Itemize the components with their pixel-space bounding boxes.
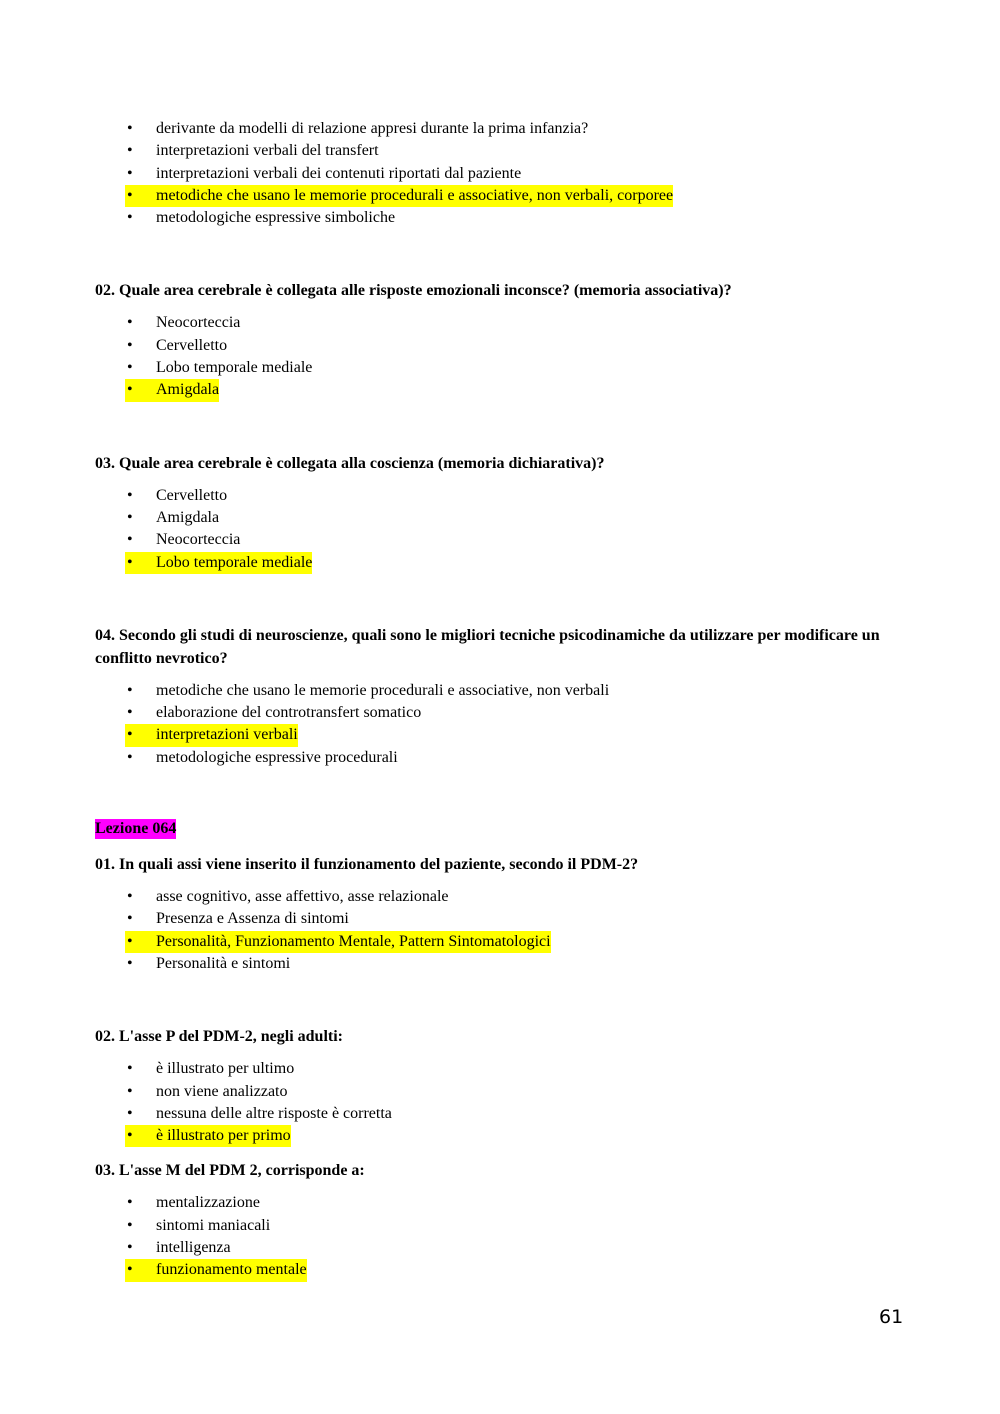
bullet-icon: • (127, 888, 133, 906)
answer-list (95, 1192, 905, 1281)
answer-option: • metodiche che usano le memorie procedurali e associative, non verbali (95, 680, 905, 702)
bullet-icon: • (127, 1082, 133, 1100)
bullet-icon: • (127, 531, 133, 549)
lesson-heading: Lezione 064 (95, 820, 177, 838)
bullet-icon: • (127, 748, 133, 766)
question-text: 03. L'asse M del PDM 2, corrisponde a: (95, 1162, 365, 1180)
answer-option: • Cervelletto (95, 485, 905, 507)
answer-option: • non viene analizzato (95, 1081, 905, 1103)
bullet-icon: • (127, 726, 133, 744)
answer-option-correct: • funzionamento mentale (95, 1259, 905, 1281)
bullet-icon: • (127, 164, 133, 182)
answer-option-correct: • Amigdala (95, 379, 905, 401)
bullet-icon: • (127, 704, 133, 722)
answer-list (95, 886, 905, 975)
answer-option: • Presenza e Assenza di sintomi (95, 908, 905, 930)
bullet-icon: • (127, 381, 133, 399)
answer-option: • Neocorteccia (95, 312, 905, 334)
bullet-icon: • (127, 932, 133, 950)
bullet-icon: • (127, 1194, 133, 1212)
bullet-icon: • (127, 120, 133, 137)
answer-option-correct: • interpretazioni verbali (95, 724, 905, 746)
bullet-icon: • (127, 186, 133, 204)
question-text: 01. In quali assi viene inserito il funzionamento del paziente, secondo il PDM-2? (95, 856, 639, 874)
bullet-icon: • (127, 681, 133, 699)
answer-option: • Cervelletto (95, 335, 905, 357)
answer-list (95, 118, 905, 229)
bullet-icon: • (127, 142, 133, 160)
answer-option: • derivante da modelli di relazione appresi durante la prima infanzia? (95, 118, 905, 140)
question-text: 03. Quale area cerebrale è collegata alla coscienza (memoria dichiarativa)? (95, 454, 605, 472)
answer-option: • interpretazioni verbali del transfert (95, 140, 905, 162)
question-text: 02. L'asse P del PDM-2, negli adulti: (95, 1028, 343, 1046)
bullet-icon: • (127, 336, 133, 354)
bullet-icon: • (127, 1216, 133, 1234)
answer-option: • è illustrato per ultimo (95, 1058, 905, 1080)
answer-list (95, 680, 905, 769)
answer-list (95, 312, 905, 401)
bullet-icon: • (127, 1060, 133, 1078)
bullet-icon: • (127, 1104, 133, 1122)
bullet-icon: • (127, 553, 133, 571)
answer-option: • Lobo temporale mediale (95, 357, 905, 379)
bullet-icon: • (127, 910, 133, 928)
bullet-icon: • (127, 954, 133, 972)
question-text: 04. Secondo gli studi di neuroscienze, quali sono le migliori tecniche psicodinamiche da utilizzare per modificare un conflitto nevrotico? (95, 626, 880, 667)
answer-option: • Personalità e sintomi (95, 953, 905, 975)
answer-option: • nessuna delle altre risposte è corretta (95, 1103, 905, 1125)
question-text: 02. Quale area cerebrale è collegata alle risposte emozionali inconsce? (memoria associativa)? (95, 282, 732, 300)
page-number: 61 (879, 1306, 904, 1328)
answer-option: • mentalizzazione (95, 1192, 905, 1214)
answer-option-correct: • Personalità, Funzionamento Mentale, Pattern Sintomatologici (95, 931, 905, 953)
answer-option-correct: • Lobo temporale mediale (95, 552, 905, 574)
answer-option: • Neocorteccia (95, 529, 905, 551)
answer-option: • intelligenza (95, 1237, 905, 1259)
answer-option: • elaborazione del controtransfert somatico (95, 702, 905, 724)
bullet-icon: • (127, 1261, 133, 1279)
bullet-icon: • (127, 1239, 133, 1257)
bullet-icon: • (127, 1127, 133, 1145)
bullet-icon: • (127, 314, 133, 332)
answer-option-correct: • metodiche che usano le memorie procedurali e associative, non verbali, corporee (95, 185, 905, 207)
answer-list (95, 485, 905, 574)
answer-option-correct: • è illustrato per primo (95, 1125, 905, 1147)
bullet-icon: • (127, 508, 133, 526)
answer-option: • metodologiche espressive procedurali (95, 747, 905, 769)
answer-option: • metodologiche espressive simboliche (95, 207, 905, 229)
answer-option: • Amigdala (95, 507, 905, 529)
bullet-icon: • (127, 209, 133, 227)
answer-option: • interpretazioni verbali dei contenuti riportati dal paziente (95, 163, 905, 185)
answer-list (95, 1058, 905, 1147)
bullet-icon: • (127, 486, 133, 504)
answer-option: • asse cognitivo, asse affettivo, asse relazionale (95, 886, 905, 908)
answer-option: • sintomi maniacali (95, 1215, 905, 1237)
document-body (95, 118, 905, 1282)
bullet-icon: • (127, 359, 133, 377)
